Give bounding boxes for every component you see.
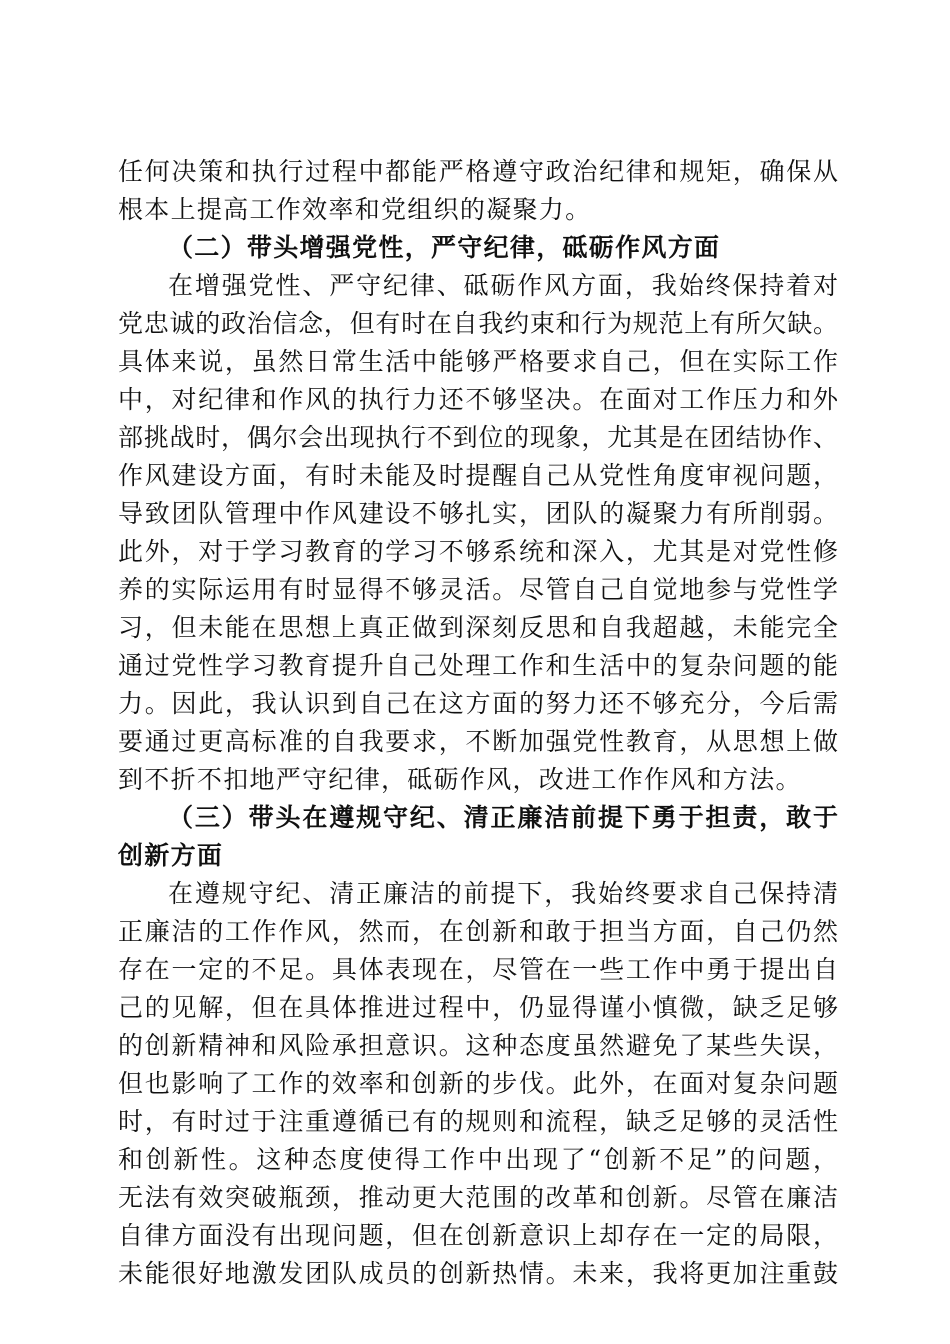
section-heading-2: （二）带头增强党性，严守纪律，砥砺作风方面 bbox=[168, 233, 721, 262]
text-line: 的创新精神和风险承担意识。这种态度虽然避免了某些失误， bbox=[118, 1031, 838, 1060]
text-line: 时，有时过于注重遵循已有的规则和流程，缺乏足够的灵活性 bbox=[118, 1107, 838, 1136]
text-line: 到不折不扣地严守纪律，砥砺作风，改进工作作风和方法。 bbox=[118, 765, 802, 794]
text-line: 任何决策和执行过程中都能严格遵守政治纪律和规矩，确保从 bbox=[118, 157, 838, 186]
text-line: 但也影响了工作的效率和创新的步伐。此外，在面对复杂问题 bbox=[118, 1069, 838, 1098]
text-line: 作风建设方面，有时未能及时提醒自己从党性角度审视问题， bbox=[118, 461, 838, 490]
text-line: 养的实际运用有时显得不够灵活。尽管自己自觉地参与党性学 bbox=[118, 575, 838, 604]
text-line: 自律方面没有出现问题，但在创新意识上却存在一定的局限， bbox=[118, 1221, 838, 1250]
text-line: 在增强党性、严守纪律、砥砺作风方面，我始终保持着对 bbox=[168, 271, 838, 300]
text-line: 习，但未能在思想上真正做到深刻反思和自我超越，未能完全 bbox=[118, 613, 838, 642]
text-line: 党忠诚的政治信念，但有时在自我约束和行为规范上有所欠缺。 bbox=[118, 309, 838, 338]
text-line: 要通过更高标准的自我要求，不断加强党性教育，从思想上做 bbox=[118, 727, 838, 756]
text-line: 无法有效突破瓶颈，推动更大范围的改革和创新。尽管在廉洁 bbox=[118, 1183, 838, 1212]
text-line: 未能很好地激发团队成员的创新热情。未来，我将更加注重鼓 bbox=[118, 1259, 838, 1288]
section-heading-3: （三）带头在遵规守纪、清正廉洁前提下勇于担责，敢于 bbox=[168, 803, 838, 832]
text-line: 根本上提高工作效率和党组织的凝聚力。 bbox=[118, 195, 592, 224]
text-line: 导致团队管理中作风建设不够扎实，团队的凝聚力有所削弱。 bbox=[118, 499, 838, 528]
text-line: 中，对纪律和作风的执行力还不够坚决。在面对工作压力和外 bbox=[118, 385, 838, 414]
text-line: 在遵规守纪、清正廉洁的前提下，我始终要求自己保持清 bbox=[168, 879, 838, 908]
text-line: 和创新性。这种态度使得工作中出现了“创新不足”的问题， bbox=[118, 1145, 838, 1174]
text-line: 具体来说，虽然日常生活中能够严格要求自己，但在实际工作 bbox=[118, 347, 838, 376]
text-line: 此外，对于学习教育的学习不够系统和深入，尤其是对党性修 bbox=[118, 537, 838, 566]
text-line: 己的见解，但在具体推进过程中，仍显得谨小慎微，缺乏足够 bbox=[118, 993, 838, 1022]
text-line: 力。因此，我认识到自己在这方面的努力还不够充分，今后需 bbox=[118, 689, 838, 718]
text-line: 存在一定的不足。具体表现在，尽管在一些工作中勇于提出自 bbox=[118, 955, 838, 984]
section-heading-3-cont: 创新方面 bbox=[118, 841, 224, 870]
text-line: 部挑战时，偶尔会出现执行不到位的现象，尤其是在团结协作、 bbox=[118, 423, 838, 452]
text-line: 正廉洁的工作作风，然而，在创新和敢于担当方面，自己仍然 bbox=[118, 917, 838, 946]
text-line: 通过党性学习教育提升自己处理工作和生活中的复杂问题的能 bbox=[118, 651, 838, 680]
